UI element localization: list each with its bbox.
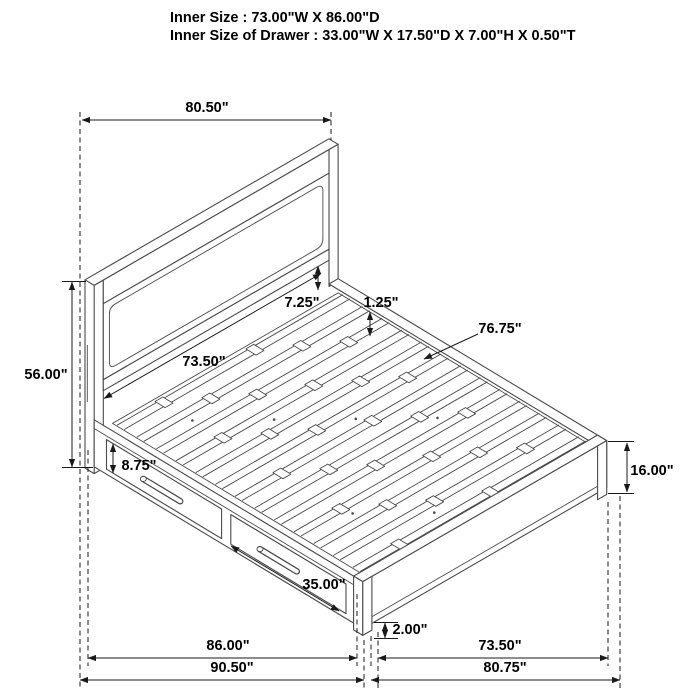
dim-label-foot-outer-width: 80.75" bbox=[483, 660, 527, 676]
slat-screw-dot bbox=[433, 511, 436, 514]
rear-leg bbox=[598, 441, 607, 500]
slat-screw-dot bbox=[273, 418, 276, 421]
slat-screw-dot bbox=[191, 419, 194, 422]
front-corner-leg-front bbox=[363, 576, 372, 635]
dim-label-panel-gap: 7.25" bbox=[284, 295, 320, 311]
dim-label-slat-thickness: 1.25" bbox=[363, 295, 399, 311]
dim-label-slat-length: 76.75" bbox=[478, 321, 522, 337]
slat-screw-dot bbox=[355, 418, 358, 421]
headboard-left-post-back-edge bbox=[85, 280, 94, 474]
dim-label-panel-width: 73.50" bbox=[182, 354, 226, 370]
dim-label-floor-clearance: 2.00" bbox=[392, 622, 428, 638]
dim-label-headboard-height: 56.00" bbox=[24, 367, 68, 383]
headboard-right-post bbox=[329, 144, 338, 286]
dim-label-drawer-height: 8.75" bbox=[121, 458, 157, 474]
front-corner-leg-side bbox=[354, 576, 363, 635]
dim-label-side-inner-depth: 86.00" bbox=[206, 638, 250, 654]
dim-label-drawer-width: 35.00" bbox=[302, 577, 346, 593]
spec-line-drawer-size: Inner Size of Drawer : 33.00"W X 17.50"D X 7.00"H X 0.50"T bbox=[170, 28, 576, 44]
slat-screw-dot bbox=[436, 417, 439, 420]
slat-screw-dot bbox=[351, 512, 354, 515]
dim-label-headboard-width: 80.50" bbox=[185, 100, 229, 116]
spec-line-inner-size: Inner Size : 73.00"W X 86.00"D bbox=[170, 10, 380, 26]
dim-label-side-outer-depth: 90.50" bbox=[210, 660, 254, 676]
dim-label-frame-height: 16.00" bbox=[630, 463, 674, 479]
spec-header bbox=[170, 10, 576, 44]
dim-label-foot-inner-width: 73.50" bbox=[478, 638, 522, 654]
